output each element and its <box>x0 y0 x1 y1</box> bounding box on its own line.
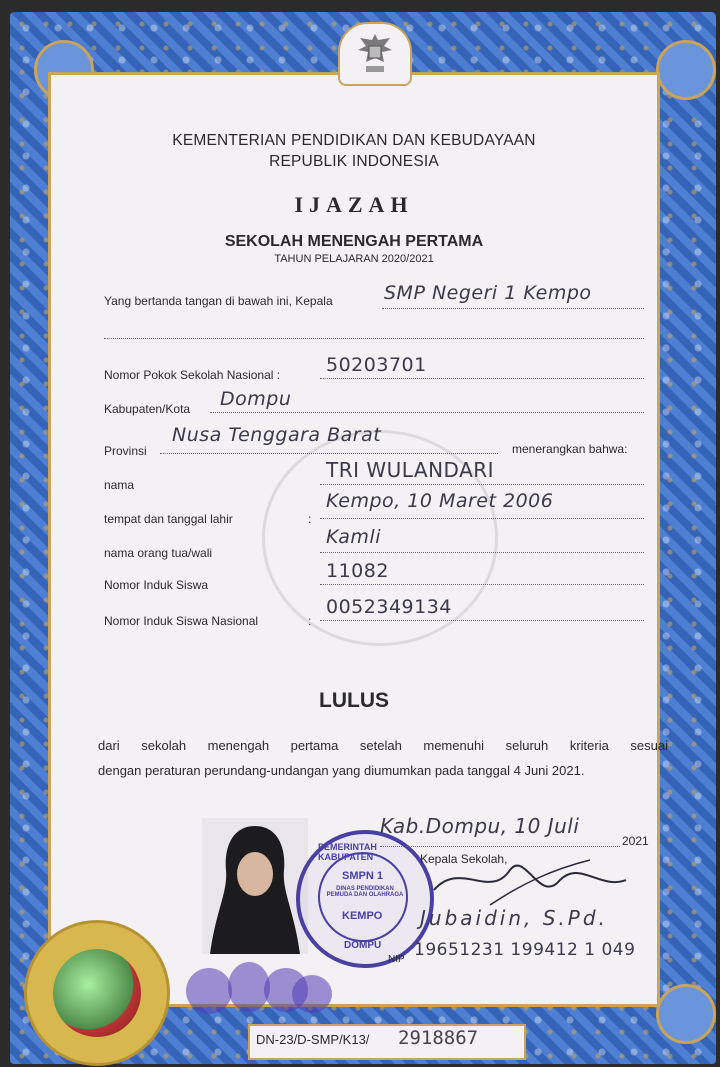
dotted-line <box>320 484 644 485</box>
stamp-ring-text: PEMERINTAH KABUPATEN <box>318 842 377 862</box>
nis-value: 11082 <box>326 560 389 582</box>
birth-label: tempat dan tanggal lahir <box>104 512 233 526</box>
province-label: Provinsi <box>104 444 147 458</box>
intro-label: Yang bertanda tangan di bawah ini, Kepala <box>104 294 333 308</box>
stamp-dept: DINAS PENDIDIKAN PEMUDA DAN OLAHRAGA <box>326 886 404 898</box>
student-photo <box>202 818 308 954</box>
colon: : <box>308 614 312 628</box>
principal-role: Kepala Sekolah, <box>420 852 508 866</box>
declares-label: menerangkan bahwa: <box>512 442 628 456</box>
corner-ornament <box>656 984 716 1044</box>
dotted-line <box>320 378 644 379</box>
academic-year: TAHUN PELAJARAN 2020/2021 <box>274 253 434 265</box>
stamp-school: SMPN 1 <box>342 870 383 882</box>
school-name-value: SMP Negeri 1 Kempo <box>384 282 592 304</box>
stamp-place: KEMPO <box>342 910 383 922</box>
nip-value: 19651231 199412 1 049 <box>414 940 636 960</box>
graduation-status: LULUS <box>319 689 389 712</box>
province-value: Nusa Tenggara Barat <box>172 424 382 446</box>
hologram-seal <box>24 920 170 1066</box>
dotted-line <box>380 846 620 847</box>
dotted-line <box>320 518 644 519</box>
ministry-name: KEMENTERIAN PENDIDIKAN DAN KEBUDAYAAN <box>172 132 536 149</box>
hologram-emblem-icon <box>53 949 141 1037</box>
regency-value: Dompu <box>220 388 292 410</box>
dotted-line <box>210 412 644 413</box>
statement-line-2: dengan peraturan perundang-undangan yang diumumkan pada tanggal 4 Juni 2021. <box>98 763 585 778</box>
colon: : <box>308 512 312 526</box>
serial-prefix: DN-23/D-SMP/K13/ <box>256 1032 370 1047</box>
sign-place-date: Kab.Dompu, 10 Juli <box>380 814 580 838</box>
sign-year: 2021 <box>622 834 649 848</box>
republic-name: REPUBLIK INDONESIA <box>269 153 439 170</box>
principal-signature <box>430 850 630 910</box>
dotted-line <box>160 453 498 454</box>
serial-number: 2918867 <box>398 1027 479 1049</box>
principal-name: Jubaidin, S.Pd. <box>420 906 608 930</box>
dotted-line <box>104 338 644 339</box>
nisn-value: 0052349134 <box>326 596 452 618</box>
statement-line-1: dari sekolah menengah pertama setelah memenuhi seluruh kriteria sesuai <box>98 738 668 753</box>
student-name-value: TRI WULANDARI <box>326 458 495 482</box>
fingerprint-mark <box>186 968 232 1014</box>
dotted-line <box>382 308 644 309</box>
nis-label: Nomor Induk Siswa <box>104 578 209 592</box>
npsn-value: 50203701 <box>326 354 427 376</box>
dotted-line <box>320 620 644 621</box>
npsn-label: Nomor Pokok Sekolah Nasional : <box>104 368 281 382</box>
parent-value: Kamli <box>326 526 381 548</box>
student-name-label: nama <box>104 478 135 492</box>
corner-ornament <box>656 40 716 100</box>
birth-value: Kempo, 10 Maret 2006 <box>326 490 554 512</box>
document-title: IJAZAH <box>294 192 414 217</box>
regency-label: Kabupaten/Kota <box>104 402 191 416</box>
garuda-emblem-icon <box>338 22 412 86</box>
stamp-region: DOMPU <box>344 940 382 951</box>
nip-label: NIP <box>388 954 405 965</box>
dotted-line <box>320 552 644 553</box>
dotted-line <box>320 584 644 585</box>
fingerprint-mark <box>292 975 332 1013</box>
school-level: SEKOLAH MENENGAH PERTAMA <box>224 233 484 250</box>
parent-label: nama orang tua/wali <box>104 546 213 560</box>
nisn-label: Nomor Induk Siswa Nasional <box>104 614 259 628</box>
